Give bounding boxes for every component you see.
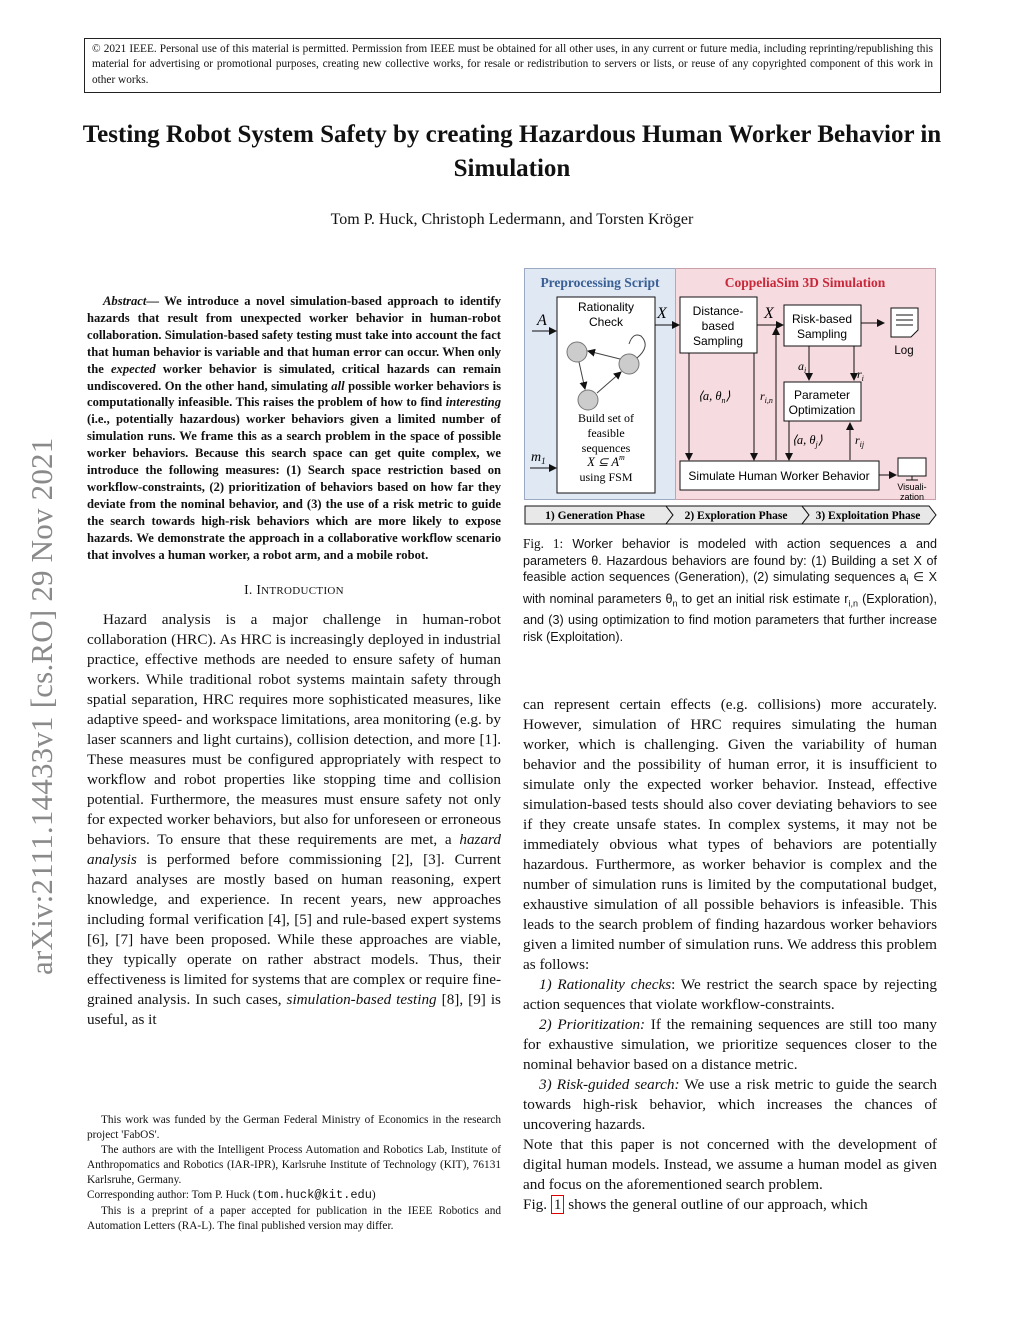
abstract-label: Abstract	[103, 294, 147, 308]
param-opt-label-1: Parameter	[793, 388, 851, 402]
fsm-state-circle	[578, 390, 598, 410]
symbol-r-i: $r_i$	[857, 367, 864, 383]
log-document-icon	[891, 308, 918, 337]
build-set-label-1: Build set of	[578, 411, 634, 425]
fig-reference-paragraph: Fig. 1 shows the general outline of our approach, which	[523, 1196, 868, 1213]
distance-label-2: based	[701, 319, 735, 333]
coppelia-title: CoppeliaSim 3D Simulation	[724, 275, 886, 290]
risk-label-2: Sampling	[796, 327, 848, 341]
figure-1-reference-link[interactable]: 1	[551, 1195, 565, 1214]
symbol-X-2: X	[764, 305, 774, 322]
phase-exploitation: 3) Exploitation Phase	[815, 510, 921, 522]
section-heading-introduction: I. INTRODUCTION	[244, 581, 344, 597]
list-item-prioritization: 2) Prioritization: If the remaining sequences are still too many for exhaustive simulation, we prioritize sequences closer to the nominal behavior based on a distance metric.	[523, 1016, 937, 1073]
footnote-preprint: This is a preprint of a paper accepted for publication in the IEEE Robotics and Automation Letters (RA-L). The final published version may differ.	[87, 1204, 501, 1232]
risk-label-1: Risk-based	[791, 312, 853, 326]
paper-title: Testing Robot System Safety by creating Hazardous Human Worker Behavior in Simulation	[82, 121, 942, 182]
footnote-corresponding: Corresponding author: Tom P. Huck (tom.huck@kit.edu)	[87, 1188, 376, 1203]
phase-bar	[525, 506, 936, 524]
phase-generation: 1) Generation Phase	[545, 510, 645, 522]
log-label: Log	[894, 345, 914, 357]
author-list: Tom P. Huck, Christoph Ledermann, and Torsten Kröger	[330, 211, 694, 228]
footnote-affiliation: The authors are with the Intelligent Process Automation and Robotics Lab, Institute of Anthropomatics and Robotics (IAR-IPR), Karlsruhe Institute of Technology (KIT), 76131 Karlsruhe, Germany.	[87, 1144, 501, 1187]
symbol-m1: $m_1$	[531, 450, 546, 466]
figure-caption: Fig. 1: Worker behavior is modeled with action sequences a and parameters θ. Hazardous behaviors are found by: (1) Building a set X of feasible action sequences (Generation), (2) simulating sequences $a_i$ ∈ X with nominal parameters $\theta_n$ to get an initial risk estimate $r_{i,n}$ (Exploration), and (3) using optimization to find motion parameters that further increase risk (Exploitation).	[523, 536, 937, 644]
phase-exploration: 2) Exploration Phase	[684, 510, 788, 522]
tuple-a-theta-n: ⟨a, $\theta_n⟩$	[698, 389, 731, 405]
distance-label-1: Distance-	[692, 304, 744, 318]
arxiv-identifier[interactable]: arXiv:2111.14433v1 [cs.RO] 29 Nov 2021	[24, 437, 59, 975]
simulate-label: Simulate Human Worker Behavior	[688, 469, 870, 483]
rationality-label-2: Check	[588, 315, 624, 329]
copyright-notice: © 2021 IEEE. Personal use of this material is permitted. Permission from IEEE must be obtained for all other uses, in any current or future media, including reprinting/republishing this material for advertising or promotional purposes, creating new collective works, for resale or redistribution to servers or lists, or reuse of any copyrighted component of this work in other works.	[84, 38, 941, 93]
note-paragraph: Note that this paper is not concerned with the development of digital human models. Instead, we assume a human model as given and focus on the aforementioned search problem.	[523, 1136, 937, 1193]
footnotes	[87, 1113, 501, 1234]
intro-continuation: can represent certain effects (e.g. collisions) more accurately. However, simulation of HRC requires simulating the human worker, which is challenging. Given the variability of human behavior and the possibility of human error, it is insufficient to simulate only the expected worker behavior. Instead, effective simulation-based tests should also cover deviating behaviors to see if they create unsafe states. In complex systems, it may not be immediately obvious what types of behaviors are potentially hazardous. Furthermore, as worker behavior is complex and the number of simulation runs is limited by the computational budget, exhaustive simulation of all possible behaviors is infeasible. This leads to the search problem of finding hazardous worker behaviors given a limited number of simulation runs. We address this problem as follows:	[523, 696, 937, 973]
fsm-state-circle	[567, 342, 587, 362]
list-item-risk-guided: 3) Risk-guided search: We use a risk metric to guide the search towards high-risk behavior, which increases the chances of uncovering hazards.	[523, 1076, 937, 1133]
list-item-rationality: 1) Rationality checks: We restrict the search space by rejecting action sequences that violate workflow-constraints.	[523, 976, 937, 1013]
figure-label: Fig. 1:	[523, 536, 564, 551]
intro-paragraph: Hazard analysis is a major challenge in human-robot collaboration (HRC). As HRC is increasingly deployed in industrial practice, effective methods are needed to ensure safety of human workers. While traditional robot systems maintain safety through spatial separation, HRC requires more sophisticated measures, like adaptive speed- and workspace limitations, area monitoring (e.g. by laser scanners and light curtains), collision detection, and more [1]. These measures must be configured appropriately with respect to workflow and robot properties like stopping time and collision potential. Furthermore, the measures must ensure safety not only for expected worker behaviors, but also for unforeseen or erroneous behaviors. To ensure that these requirements are met, a hazard analysis is performed before commissioning [2], [3]. Current hazard analyses are mostly based on human reasoning, expert knowledge, and experience. In recent years, new approaches including formal verification [4], [5] and rule-based expert systems [6], [7] have been proposed. While these approaches are viable, they typically operate on rather abstract models. Thus, their effectiveness is limited for systems that are complex or require fine-grained analysis. In such cases, simulation-based testing [8], [9] is useful, as it	[87, 610, 501, 1028]
build-set-label-3: sequences	[581, 441, 631, 455]
symbol-X-1: X	[657, 305, 667, 322]
fsm-state-circle	[619, 354, 639, 374]
tuple-a-theta-j: ⟨a, $\theta_j⟩$	[792, 433, 823, 449]
author-email-link[interactable]: tom.huck@kit.edu	[256, 1188, 372, 1203]
build-set-label-2: feasible	[587, 426, 625, 440]
workflow-diagram	[524, 268, 937, 527]
symbol-A: A	[537, 312, 547, 329]
visualization-label-2: zation	[899, 492, 925, 502]
preprocessing-title: Preprocessing Script	[540, 275, 660, 290]
symbol-a-i: $a_i$	[798, 359, 807, 375]
left-column	[87, 293, 501, 1030]
figure-1-diagram	[524, 268, 937, 527]
set-formula: X ⊆ $A^m$	[587, 453, 625, 469]
right-column	[523, 695, 937, 1215]
abstract: Abstract— We introduce a novel simulation-based approach to identify hazards that result from unexpected worker behavior in human-robot collaboration. Simulation-based safety testing must take into account the fact that human behavior is variable and that human error can occur. When only the expected worker behavior is simulated, critical hazards can remain undiscovered. On the other hand, simulating all possible worker behaviors is computationally infeasible. This raises the problem of how to find interesting (i.e., potentially hazardous) worker behaviors given a limited number of simulation runs. We frame this as a search problem in the space of possible worker behaviors. Because this search space can get quite complex, we introduce the following measures: (1) Search space restriction based on workflow-constraints, (2) prioritization of behaviors based on how far they deviate from the nominal behavior, and (3) the use of a risk metric to guide the search towards high-risk behaviors which are more likely to expose hazards. We demonstrate the approach in a collaborative workflow scenario that involves a human worker, a robot arm, and a mobile robot.	[87, 294, 501, 562]
distance-label-3: Sampling	[692, 334, 744, 348]
symbol-r-in: $r_{i,n}$	[760, 389, 773, 405]
visualization-label-1: Visuali-	[897, 482, 927, 492]
rationality-label-1: Rationality	[577, 300, 635, 314]
using-fsm-label: using FSM	[579, 470, 633, 484]
param-opt-label-2: Optimization	[788, 403, 856, 417]
symbol-r-ij: $r_{ij}$	[855, 433, 865, 449]
footnote-funding: This work was funded by the German Federal Ministry of Economics in the research project 'FabOS'.	[87, 1114, 501, 1142]
